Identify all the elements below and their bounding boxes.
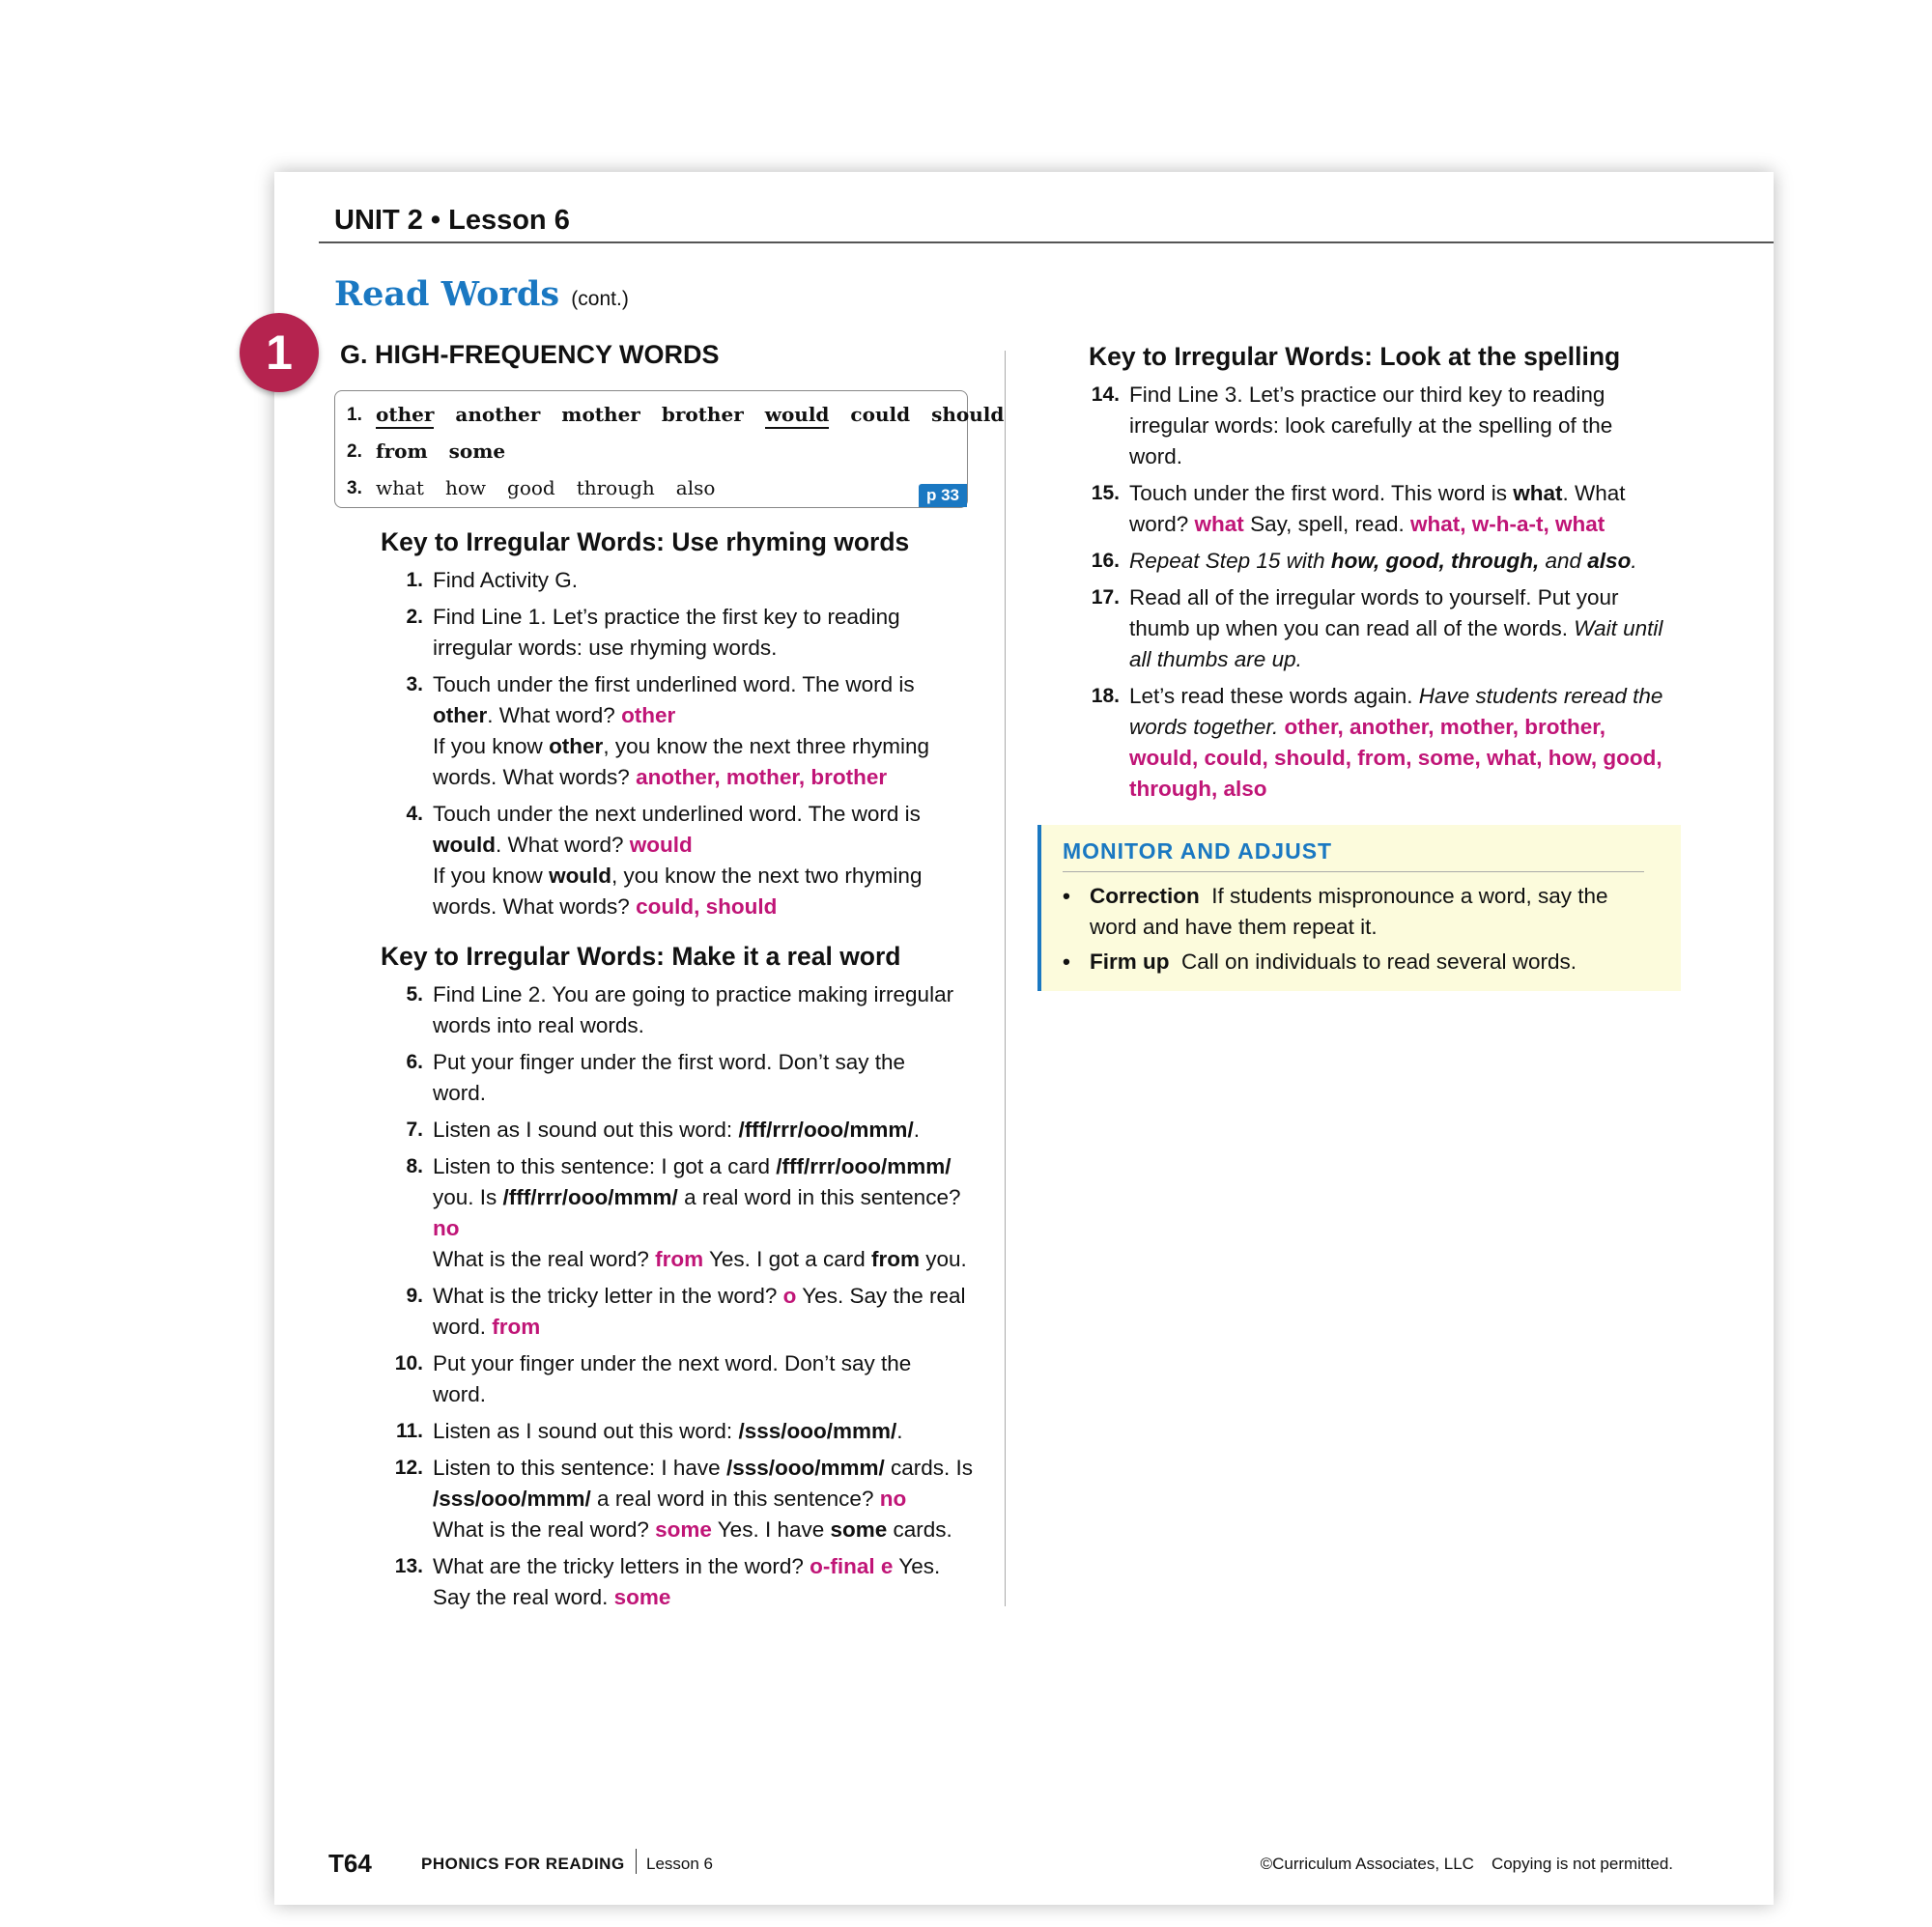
monitor-rule (1063, 871, 1644, 872)
step-text: What is the tricky letter in the word? o Yes. Say the real word. from (433, 1284, 966, 1339)
step-text: Find Activity G. (433, 568, 579, 592)
answer: what (1194, 512, 1244, 536)
step-2 (381, 602, 980, 664)
unit-lesson-header: UNIT 2 • Lesson 6 (334, 205, 570, 236)
word-line-3 (347, 476, 736, 499)
step-number: 14. (1091, 383, 1120, 406)
step-7 (381, 1115, 980, 1146)
step-13 (381, 1551, 980, 1613)
line-number: 3. (347, 478, 362, 498)
step-text: Touch under the next underlined word. The word is would. What word? would If you know would, you know the next two rhyming words. What words? could, should (433, 802, 923, 919)
copyright-text: ©Curriculum Associates, LLC (1260, 1855, 1474, 1873)
step-1 (381, 565, 980, 596)
step-number: 16. (1091, 550, 1120, 572)
word: some (448, 439, 506, 463)
footer-divider (636, 1849, 637, 1874)
answer: no (879, 1487, 907, 1511)
step-number: 11. (395, 1420, 423, 1442)
step-text: Read all of the irregular words to yourself. Put your thumb up when you can read all of the words. Wait until all thumbs are up. (1129, 585, 1663, 671)
step-text: Touch under the first underlined word. The word is other. What word? other If you know other, you know the next three rhyming words. What words? another, mother, brother (433, 672, 929, 789)
word-line-1 (347, 403, 1025, 429)
answer: some (613, 1585, 671, 1609)
answer: o (782, 1284, 797, 1308)
steps-list (1077, 380, 1680, 805)
section-title-text: Read Words (334, 274, 560, 314)
answer: from (492, 1315, 541, 1339)
step-number: 15. (1091, 482, 1120, 504)
copy-notice: Copying is not permitted. (1491, 1855, 1673, 1873)
answer: no (433, 1216, 460, 1240)
word: could (850, 403, 911, 426)
step-text: What are the tricky letters in the word? o-final e Yes. Say the real word. some (433, 1554, 941, 1609)
word: also (675, 476, 716, 499)
monitor-title: MONITOR AND ADJUST (1063, 838, 1333, 864)
word: good (507, 476, 555, 499)
word: should (931, 403, 1005, 426)
step-text: Listen to this sentence: I got a card /fff/rrr/ooo/mmm/ you. Is /fff/rrr/ooo/mmm/ a real word in this sentence? no What is the real word? from Yes. I got a card from you. (433, 1154, 967, 1271)
word: through (576, 476, 655, 499)
book-title: PHONICS FOR READING (421, 1855, 625, 1873)
activity-title: G. HIGH-FREQUENCY WORDS (340, 340, 720, 369)
step-text: Find Line 3. Let’s practice our third key to reading irregular words: look carefully at the spelling of the word. (1129, 383, 1613, 468)
subhead-spelling: Key to Irregular Words: Look at the spelling (1089, 342, 1621, 371)
footer-lesson: Lesson 6 (646, 1855, 713, 1873)
step-number: 3. (406, 673, 423, 695)
left-column (381, 527, 980, 1619)
step-number: 17. (1091, 586, 1120, 609)
step-number: 4. (406, 803, 423, 825)
word: other (376, 403, 434, 429)
step-text: Let’s read these words again. Have students reread the words together. other, another, mother, brother, would, could, should, from, some, what, how, good, through, also (1129, 684, 1663, 801)
step-number: 7. (406, 1119, 423, 1141)
step-4 (381, 799, 980, 922)
bullet-icon: • (1063, 884, 1070, 908)
step-14 (1077, 380, 1680, 472)
monitor-item-label: Firm up (1090, 949, 1170, 974)
step-17 (1077, 582, 1680, 675)
step-number-badge: 1 (240, 313, 319, 392)
steps-list (381, 565, 980, 922)
step-number: 5. (406, 983, 423, 1006)
step-number: 9. (406, 1285, 423, 1307)
page-code: T64 (328, 1849, 372, 1878)
step-5 (381, 979, 980, 1041)
step-text: Find Line 2. You are going to practice making irregular words into real words. (433, 982, 954, 1037)
step-text: Listen to this sentence: I have /sss/ooo/mmm/ cards. Is /sss/ooo/mmm/ a real word in this sentence? no What is the real word? some Yes. I have some cards. (433, 1456, 974, 1542)
answer: some (655, 1517, 712, 1542)
monitor-item (1063, 881, 1642, 943)
word-line-2 (347, 439, 526, 463)
step-number: 18. (1091, 685, 1120, 707)
word-list-box (334, 390, 1005, 508)
word: brother (661, 403, 744, 426)
word: mother (561, 403, 640, 426)
monitor-list (1063, 881, 1642, 981)
step-number: 13. (394, 1555, 423, 1577)
step-15 (1077, 478, 1680, 540)
word: would (765, 403, 830, 429)
header-rule (319, 241, 1774, 243)
word: another (455, 403, 541, 426)
step-number: 10. (394, 1352, 423, 1374)
monitor-and-adjust-box (1037, 825, 1681, 991)
subhead-real-word: Key to Irregular Words: Make it a real word (381, 942, 901, 971)
monitor-item-text: If students mispronounce a word, say the word and have them repeat it. (1090, 884, 1608, 939)
answer: what, w-h-a-t, what (1409, 512, 1605, 536)
answer: could, should (636, 894, 778, 919)
answer: other, another, mother, brother, would, could, should, from, some, what, how, good, through, also (1129, 715, 1662, 801)
step-text: Repeat Step 15 with how, good, through, and also. (1129, 549, 1637, 573)
step-number: 8. (406, 1155, 423, 1177)
answer: other (621, 703, 676, 727)
answer: would (629, 833, 693, 857)
answer: from (655, 1247, 704, 1271)
step-text: Find Line 1. Let’s practice the first key to reading irregular words: use rhyming words. (433, 605, 900, 660)
answer: o-final e (810, 1554, 894, 1578)
teacher-guide-page (266, 172, 1774, 1905)
footer-copyright (1261, 1855, 1673, 1874)
line-number: 2. (347, 441, 362, 462)
monitor-item-text: Call on individuals to read several words. (1181, 949, 1577, 974)
step-11 (381, 1416, 980, 1447)
step-9 (381, 1281, 980, 1343)
step-16 (1077, 546, 1680, 577)
column-divider (1005, 351, 1006, 1606)
section-cont: (cont.) (571, 288, 629, 310)
word: from (376, 439, 428, 463)
step-text: Put your finger under the next word. Don’t say the word. (433, 1351, 912, 1406)
monitor-item-label: Correction (1090, 884, 1200, 908)
step-6 (381, 1047, 980, 1109)
step-text: Listen as I sound out this word: /fff/rrr/ooo/mmm/. (433, 1118, 920, 1142)
word: how (444, 476, 487, 499)
word: what (376, 476, 424, 499)
answer: another, mother, brother (636, 765, 888, 789)
step-12 (381, 1453, 980, 1545)
step-text: Put your finger under the first word. Don’t say the word. (433, 1050, 905, 1105)
step-10 (381, 1348, 980, 1410)
step-8 (381, 1151, 980, 1275)
bullet-icon: • (1063, 949, 1070, 974)
step-18 (1077, 681, 1680, 805)
step-text: Touch under the first word. This word is what. What word? what Say, spell, read. what, w-h-a-t, what (1129, 481, 1626, 536)
subhead-rhyming: Key to Irregular Words: Use rhyming words (381, 527, 910, 556)
step-number: 12. (394, 1457, 423, 1479)
right-column (1091, 342, 1680, 810)
step-text: Listen as I sound out this word: /sss/ooo/mmm/. (433, 1419, 903, 1443)
section-title (334, 274, 629, 314)
step-number: 2. (406, 606, 423, 628)
line-number: 1. (347, 405, 362, 425)
step-3 (381, 669, 980, 793)
step-number: 6. (406, 1051, 423, 1073)
steps-list (381, 979, 980, 1613)
step-number: 1. (406, 569, 423, 591)
student-page-reference: p 33 (919, 484, 967, 507)
monitor-item (1063, 947, 1642, 978)
